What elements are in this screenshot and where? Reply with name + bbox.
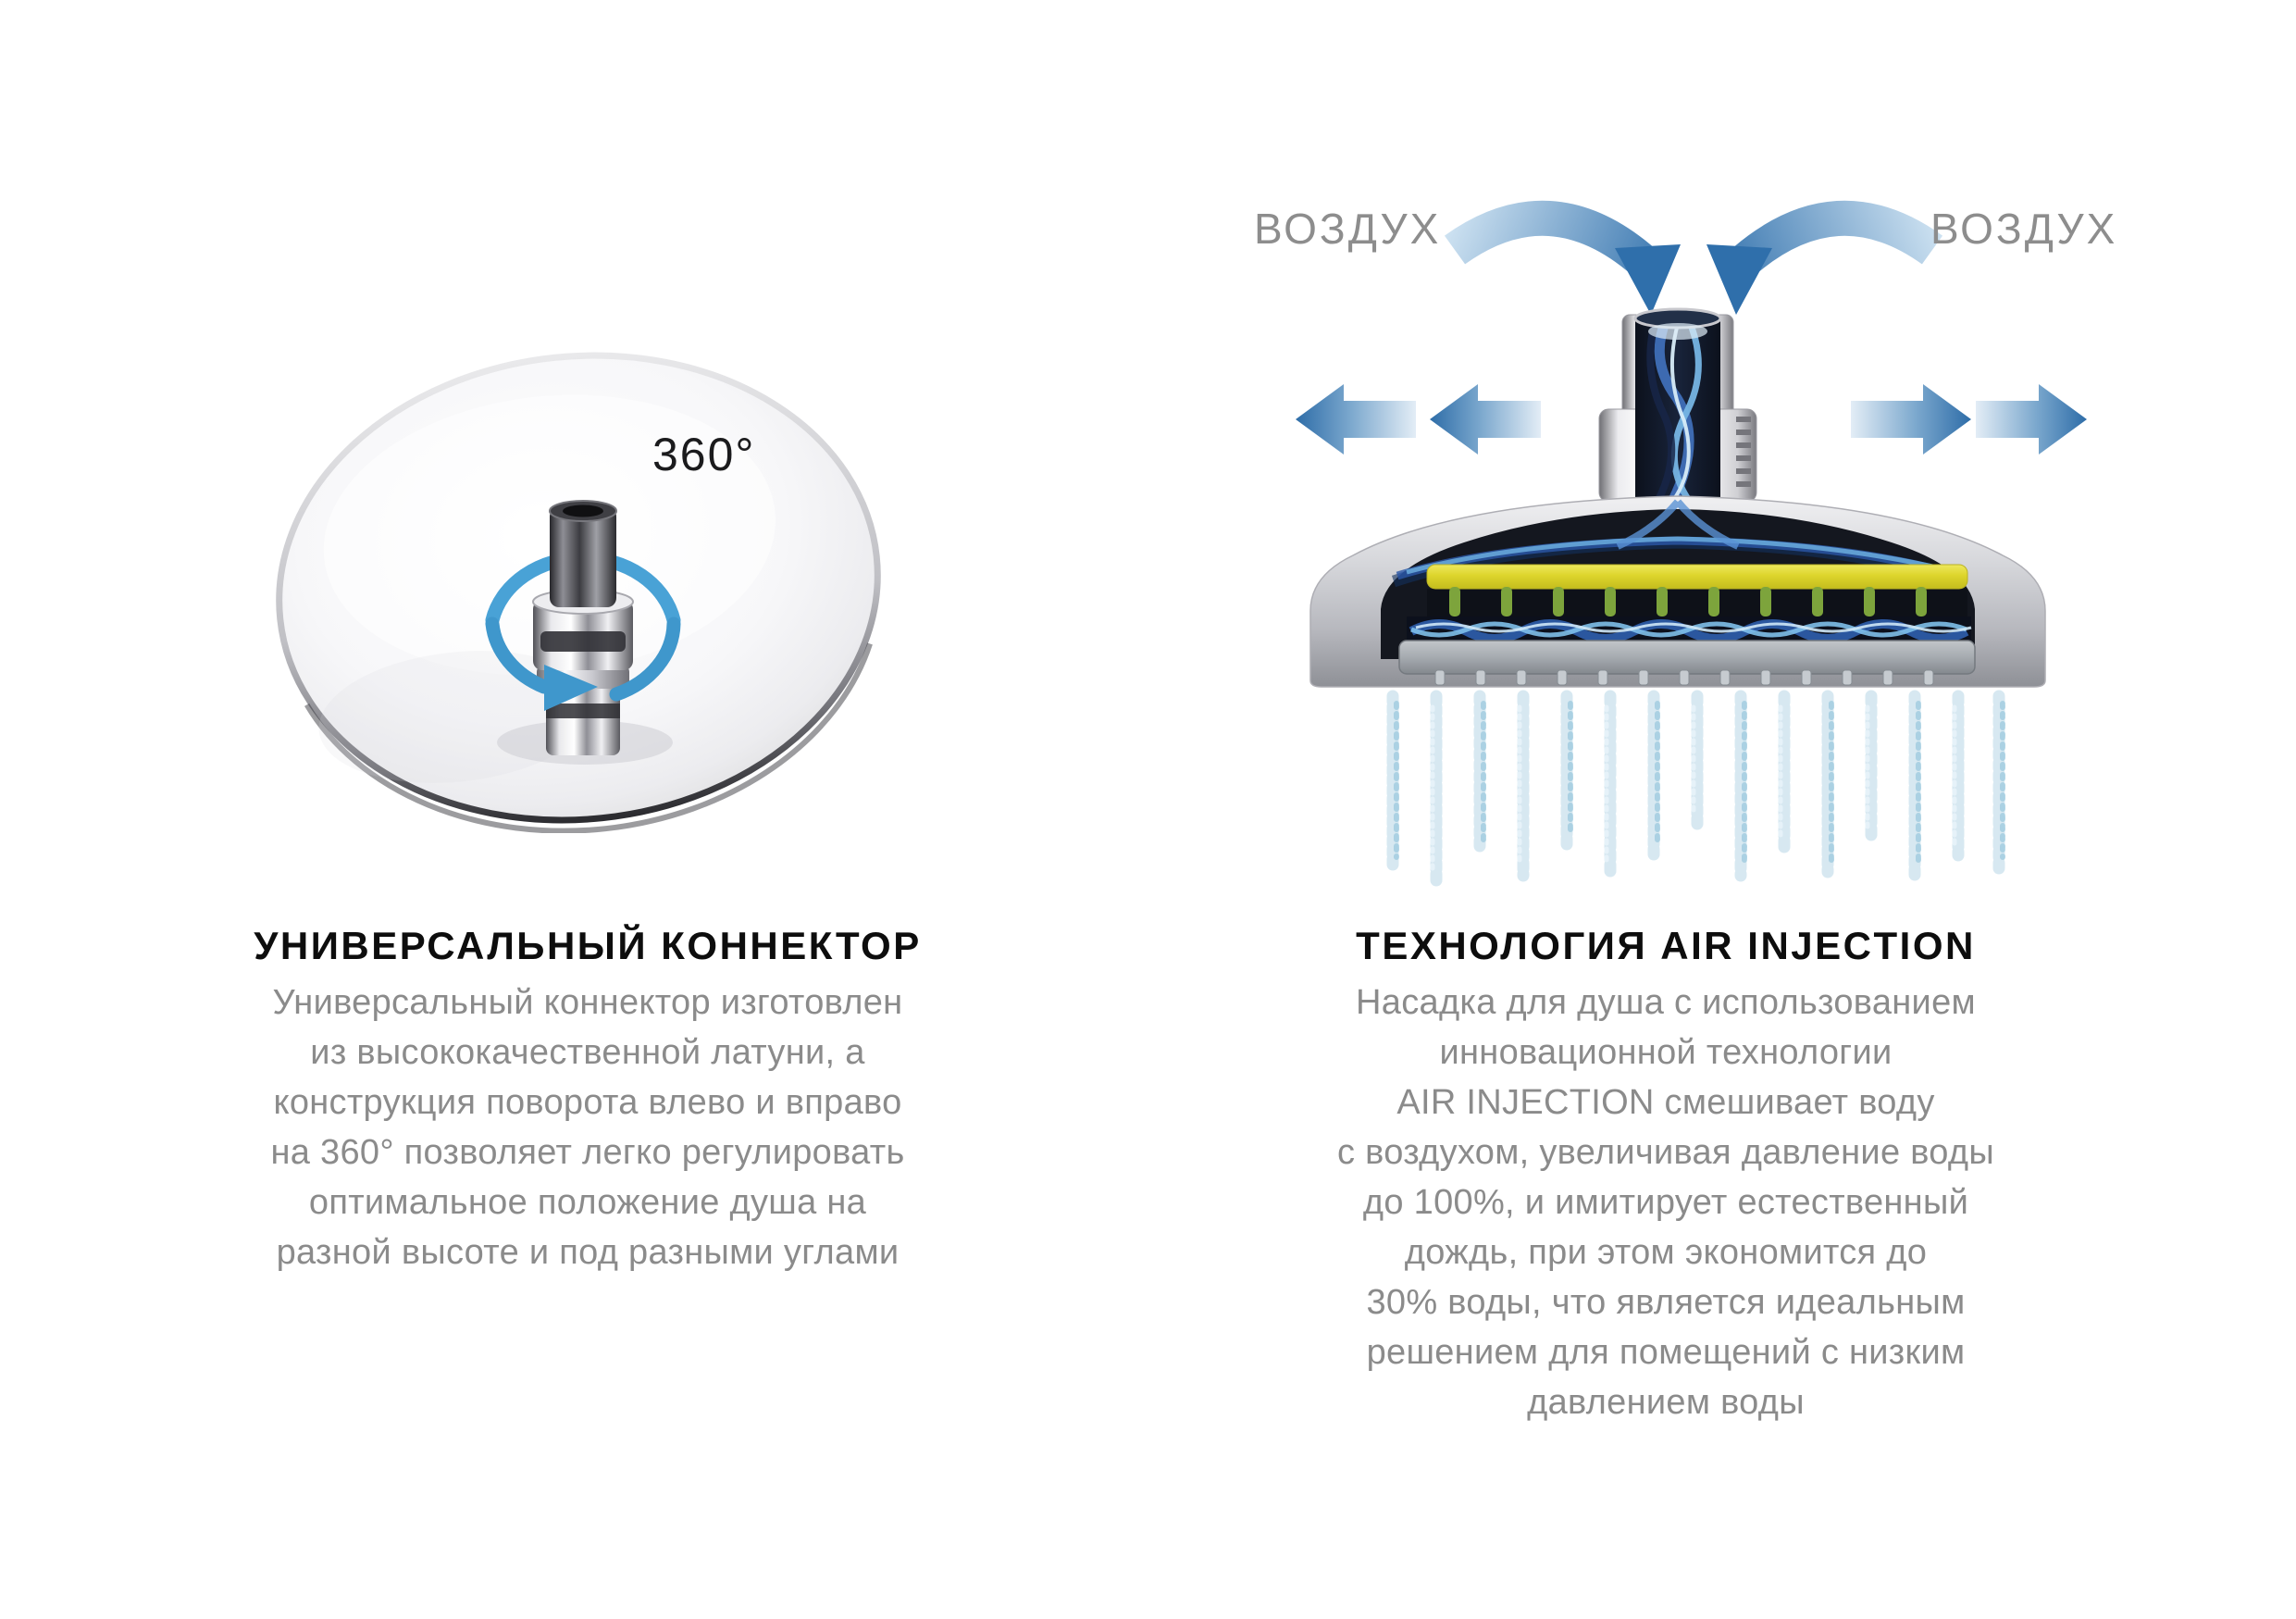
description-line: разной высоте и под разными углами	[276, 1233, 900, 1272]
description-line: Насадка для душа с использованием	[1356, 983, 1976, 1022]
air-label-left: ВОЗДУХ	[1254, 205, 1442, 253]
inlet-pipe-graphic	[1599, 309, 1756, 515]
description-line: на 360° позволяет легко регулировать	[270, 1133, 905, 1172]
air-injection-diagram	[1222, 176, 2166, 898]
description-line: дождь, при этом экономится до	[1404, 1233, 1928, 1272]
description-line: 30% воды, что является идеальным	[1366, 1283, 1966, 1322]
description-line: до 100%, и имитирует естественный	[1362, 1183, 1969, 1222]
right-title: ТЕХНОЛОГИЯ AIR INJECTION	[1356, 924, 1976, 967]
rotation-degree-label: 360°	[652, 429, 756, 480]
description-line: инновационной технологии	[1439, 1033, 1893, 1072]
air-injection-plate	[1427, 565, 1967, 589]
left-description	[14, 978, 1161, 1277]
shower-disc-graphic	[167, 268, 981, 833]
water-streams	[1393, 696, 2003, 881]
air-out-arrows-left-icon	[1296, 384, 1541, 455]
shower-head-cross-section	[1310, 496, 2045, 687]
air-injection-graphic	[1222, 176, 2166, 898]
description-line: AIR INJECTION смешивает воду	[1396, 1083, 1935, 1122]
air-curved-arrow-right-icon	[1706, 218, 1932, 315]
description-line: Универсальный коннектор изготовлен	[272, 983, 903, 1022]
shower-disc-illustration	[167, 268, 981, 833]
description-line: с воздухом, увеличивая давление воды	[1337, 1133, 1994, 1172]
description-line: давлением воды	[1527, 1383, 1805, 1422]
description-line: из высококачественной латуни, а	[310, 1033, 865, 1072]
description-line: решением для помещений с низким	[1366, 1333, 1966, 1372]
right-description	[1185, 978, 2147, 1427]
air-curved-arrow-left-icon	[1455, 218, 1681, 315]
description-line: конструкция поворота влево и вправо	[273, 1083, 902, 1122]
air-out-arrows-right-icon	[1851, 384, 2087, 455]
right-panel	[1148, 0, 2296, 1619]
left-title: УНИВЕРСАЛЬНЫЙ КОННЕКТОР	[254, 924, 922, 967]
air-label-right: ВОЗДУХ	[1930, 205, 2118, 253]
description-line: оптимальное положение душа на	[308, 1183, 867, 1222]
nozzle-plate	[1399, 641, 1975, 674]
